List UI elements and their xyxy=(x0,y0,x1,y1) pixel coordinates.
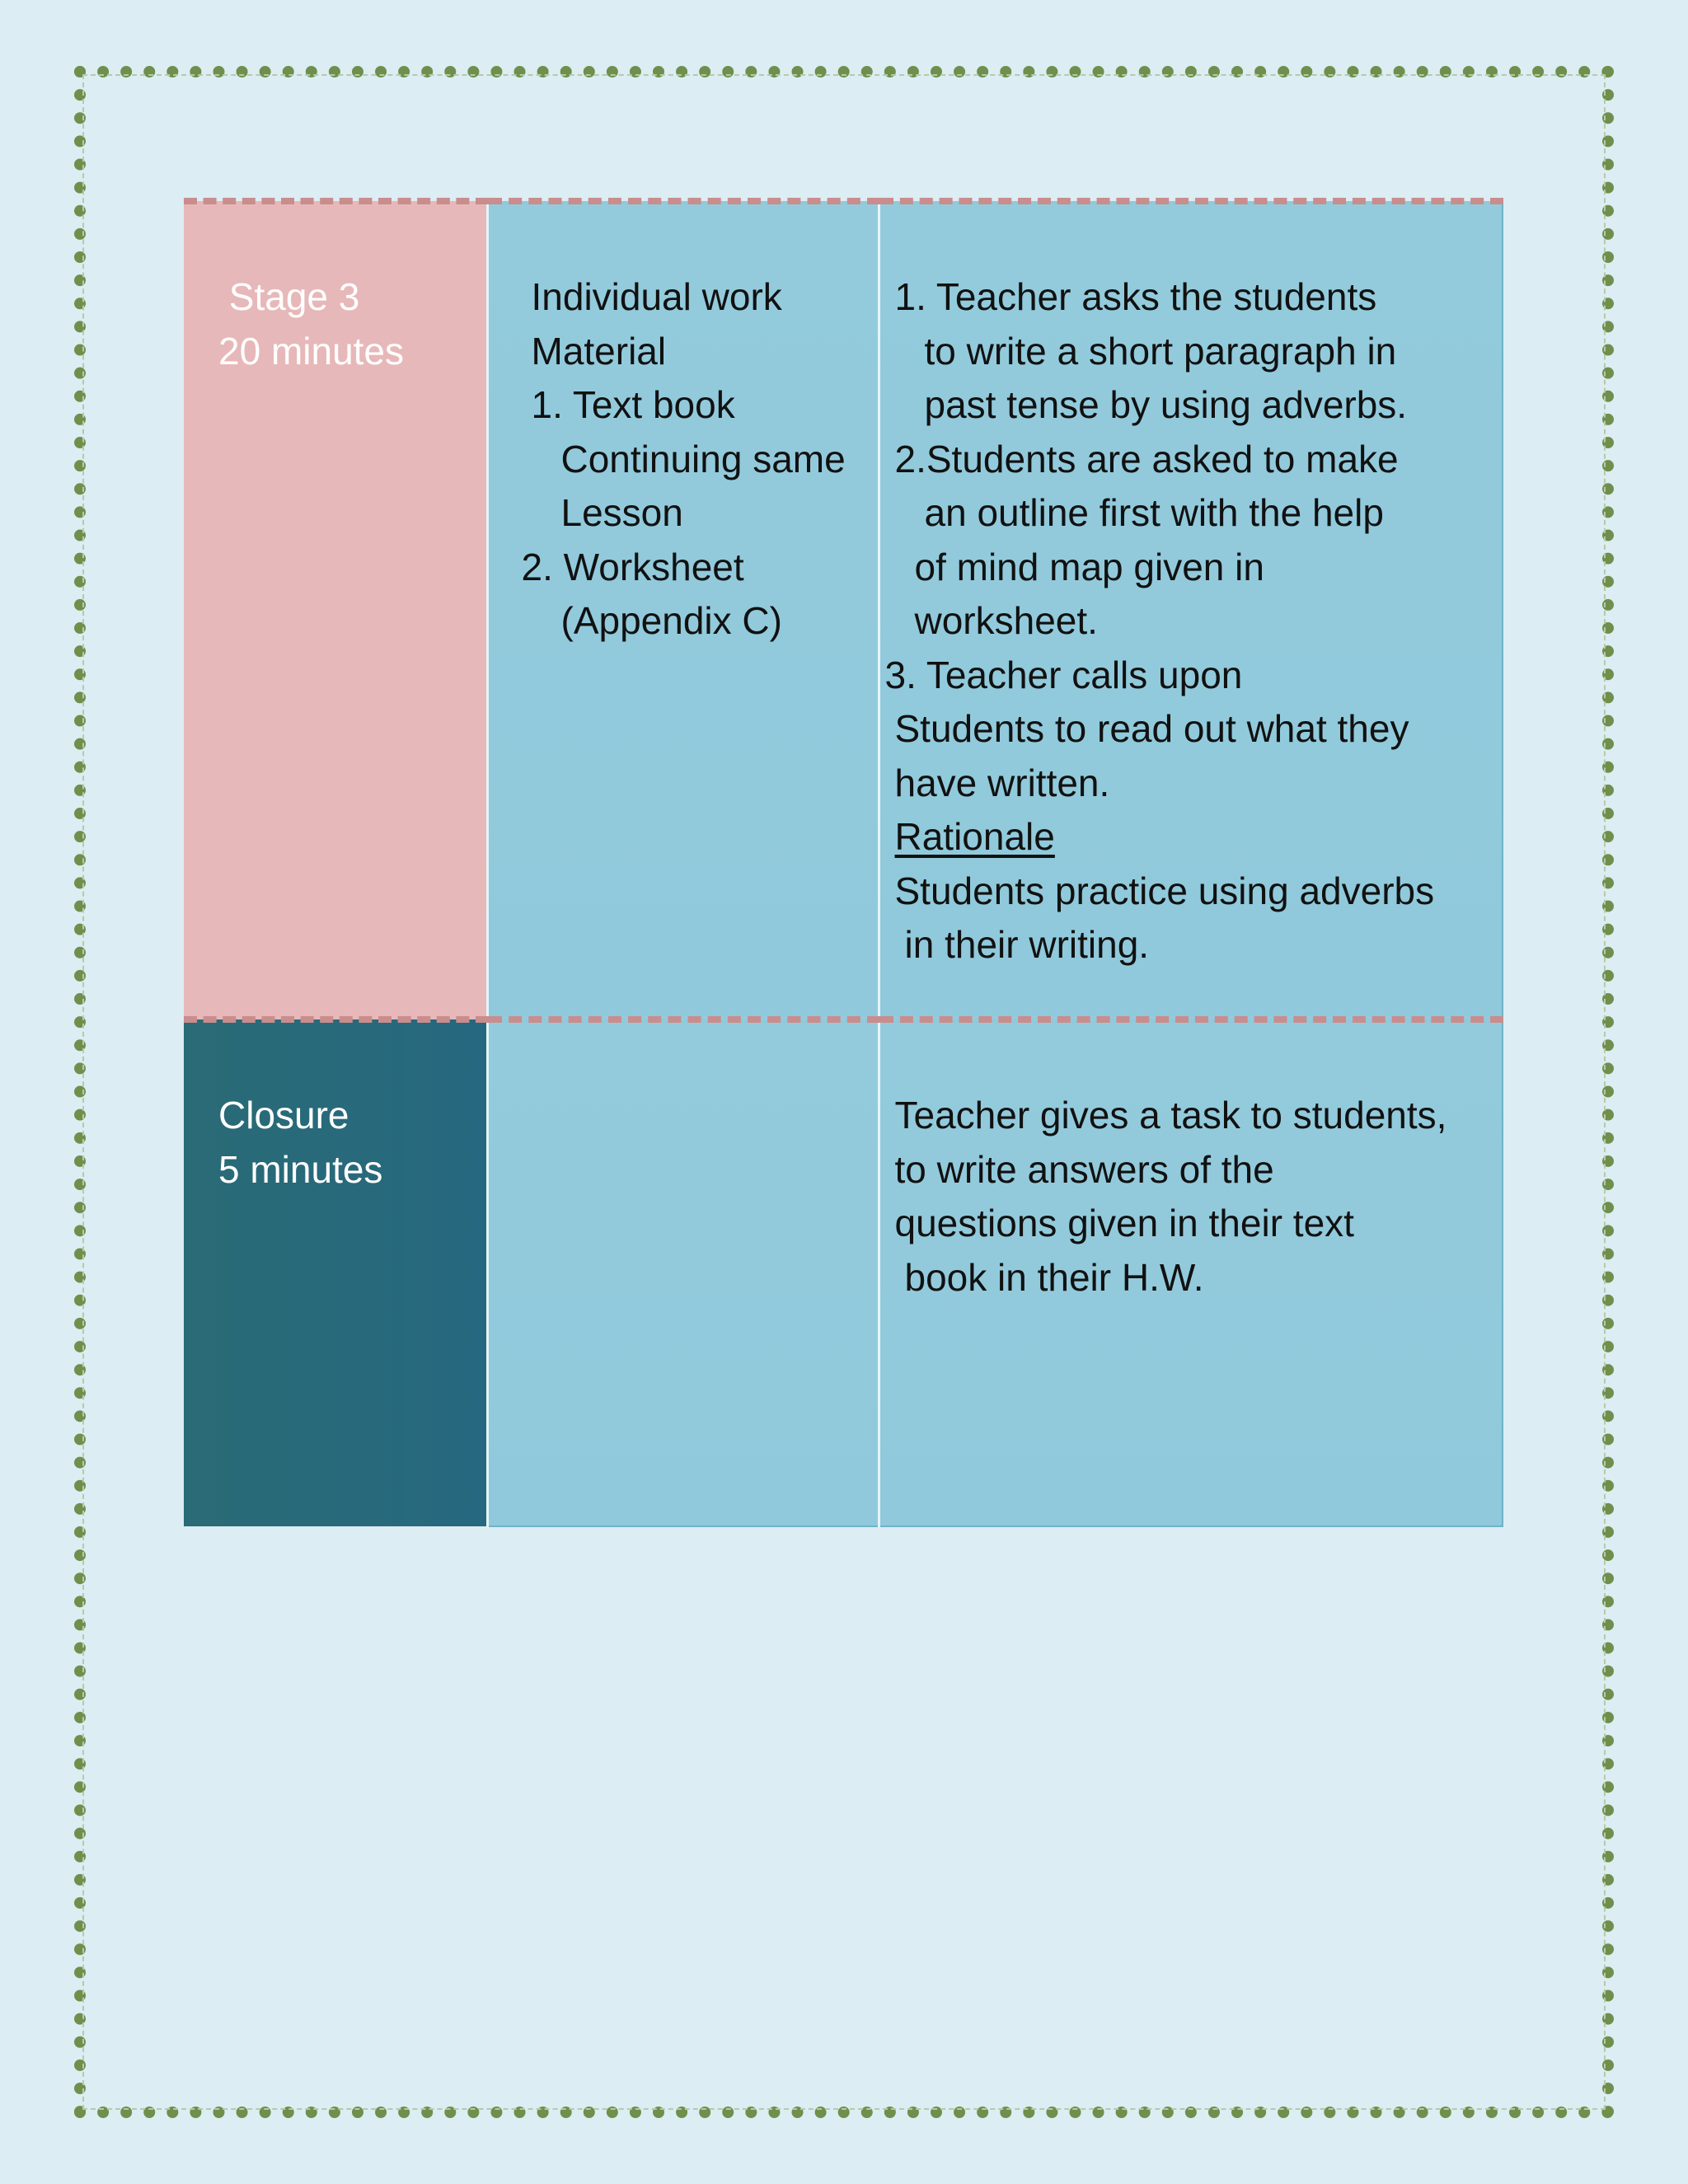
procedure-line: have written. xyxy=(894,761,1110,804)
procedure-line: past tense by using adverbs. xyxy=(924,383,1408,426)
closure-material-cell xyxy=(487,1019,879,1526)
stage-3-material-cell xyxy=(487,201,879,1019)
material-line: Material xyxy=(531,329,667,373)
stage-3-cell xyxy=(184,201,487,1019)
stage-3-procedure-cell xyxy=(879,201,1503,1019)
closure-title: Closure xyxy=(218,1094,349,1137)
stage-3-duration: 20 minutes xyxy=(218,329,405,373)
closure-line: questions given in their text xyxy=(894,1202,1354,1244)
procedure-line: an outline first with the help xyxy=(924,491,1384,534)
procedure-line: 1. Teacher asks the students xyxy=(894,275,1377,318)
material-line: 1. Text book xyxy=(531,383,735,426)
procedure-line: to write a short paragraph in xyxy=(924,329,1397,373)
procedure-line: 2.Students are asked to make xyxy=(894,437,1399,480)
stage-3-title: Stage 3 xyxy=(218,275,360,318)
material-line: Lesson xyxy=(560,491,683,534)
procedure-line: of mind map given in xyxy=(914,545,1264,588)
rationale-line: Students practice using adverbs xyxy=(894,869,1435,912)
rationale-line: in their writing. xyxy=(904,923,1150,966)
closure-line: book in their H.W. xyxy=(904,1255,1204,1299)
table-row-stage-3 xyxy=(184,201,1503,1019)
closure-line: to write answers of the xyxy=(894,1147,1274,1191)
table-row-closure xyxy=(184,1019,1503,1526)
closure-cell xyxy=(184,1019,487,1526)
rationale-heading: Rationale xyxy=(894,815,1055,858)
material-line: Individual work xyxy=(531,275,782,318)
closure-line: Teacher gives a task to students, xyxy=(894,1094,1447,1137)
procedure-line: worksheet. xyxy=(914,599,1098,642)
material-line: 2. Worksheet xyxy=(521,545,744,588)
procedure-line: 3. Teacher calls upon xyxy=(884,653,1243,696)
lesson-plan-table xyxy=(184,198,1503,1527)
material-line: Continuing same xyxy=(560,437,846,480)
material-line: (Appendix C) xyxy=(560,599,782,642)
procedure-line: Students to read out what they xyxy=(894,707,1409,750)
closure-duration: 5 minutes xyxy=(218,1147,383,1191)
closure-procedure-cell xyxy=(879,1019,1503,1526)
